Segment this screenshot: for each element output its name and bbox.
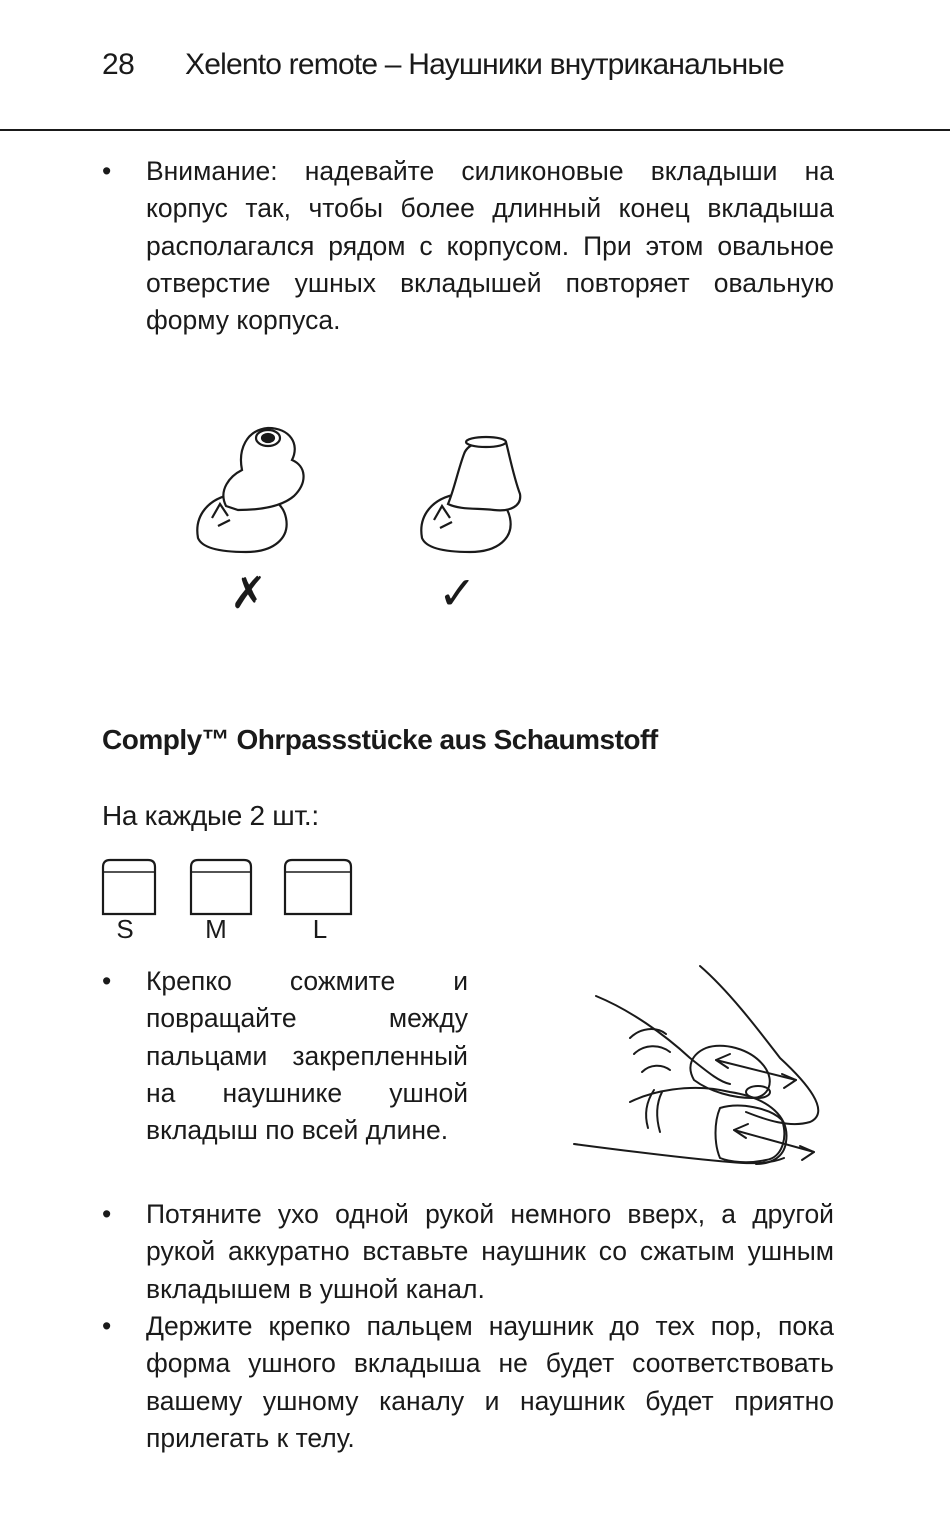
hold-text: Держите крепко пальцем наушник до тех пор, пока форма ушного вкладыша не будет соответствовать вашему ушному каналу и наушник будет приятно прилегать к телу. (146, 1311, 834, 1453)
page-header-title: Xelento remote – Наушники внутриканальные (185, 48, 784, 81)
foam-tip-medium-icon (190, 859, 252, 915)
bullet-marker: • (102, 1311, 112, 1341)
header-divider (0, 129, 950, 131)
bullet-marker: • (102, 1199, 112, 1229)
insert-text: Потяните ухо одной рукой немного вверх, а другой рукой аккуратно вставьте наушник со сжатым ушным вкладышем в ушной канал. (146, 1199, 834, 1304)
foam-tip-large-icon (284, 859, 352, 915)
page-number: 28 (102, 48, 135, 81)
quantity-label: На каждые 2 шт.: (102, 800, 319, 831)
size-label-s: S (116, 914, 134, 944)
squeeze-instruction (102, 963, 468, 1149)
size-label-l: L (312, 914, 328, 944)
hold-instruction (102, 1308, 834, 1457)
finger-squeeze-illustration (570, 962, 830, 1172)
insert-instruction (102, 1196, 834, 1308)
earpiece-wrong-illustration (190, 420, 300, 560)
bullet-marker: • (102, 966, 112, 996)
size-label-m: M (205, 914, 227, 944)
attention-text: Внимание: надевайте силиконовые вкладыши на корпус так, чтобы более длинный конец вкладыша располагался рядом с корпусом. При этом овальное отверстие ушных вкладышей повторяет овальную форму корпуса. (146, 156, 834, 336)
bullet-marker: • (102, 156, 112, 186)
squeeze-text: Крепко сожмите и повращайте между пальцами закрепленный на наушнике ушной вкладыш по всей длине. (146, 966, 468, 1146)
wrong-fit-mark: ✗ (230, 568, 267, 619)
foam-tip-small-icon (102, 859, 156, 915)
earpiece-right-illustration (414, 430, 524, 560)
attention-bullet (102, 153, 834, 339)
foam-tips-heading: Comply™ Ohrpassstücke aus Schaumstoff (102, 724, 658, 755)
correct-fit-mark: ✓ (438, 566, 477, 620)
